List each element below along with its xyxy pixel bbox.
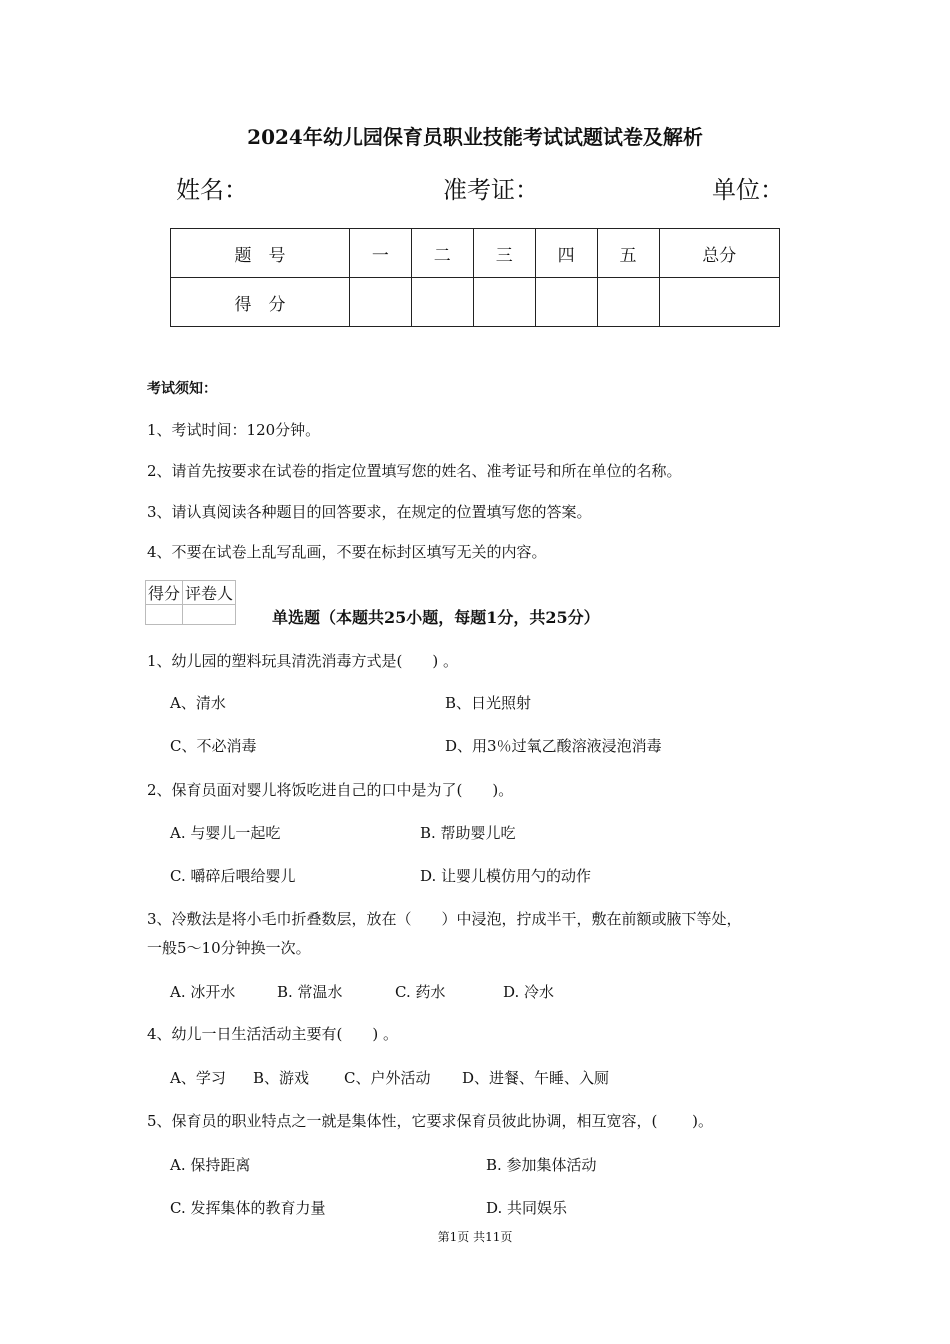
grader-score-cell[interactable] bbox=[146, 605, 183, 625]
option-d[interactable]: D. 共同娱乐 bbox=[486, 1199, 568, 1217]
question-stem: 4、幼儿一日生活活动主要有( ) 。 bbox=[147, 1025, 399, 1043]
option-c[interactable]: C、不必消毒 bbox=[170, 737, 257, 755]
option-d[interactable]: D、用3％过氧乙酸溶液浸泡消毒 bbox=[445, 737, 662, 755]
score-table-score-row bbox=[171, 278, 780, 327]
question-stem: 2、保育员面对婴儿将饭吃进自己的口中是为了( )。 bbox=[147, 781, 514, 799]
question-stem: 3、冷敷法是将小毛巾折叠数层，放在（ ）中浸泡，拧成半干，敷在前额或腋下等处， bbox=[147, 910, 742, 928]
column-header: 一 bbox=[349, 229, 411, 278]
option-a[interactable]: A. 保持距离 bbox=[170, 1156, 251, 1174]
option-c[interactable]: C. 嚼碎后喂给婴儿 bbox=[170, 867, 296, 885]
unit-field-label: 单位： bbox=[712, 176, 784, 204]
option-b[interactable]: B. 参加集体活动 bbox=[486, 1156, 597, 1174]
option-b[interactable]: B、日光照射 bbox=[445, 694, 532, 712]
question-number-label: 题 号 bbox=[171, 229, 350, 278]
score-table-header-row bbox=[171, 229, 780, 278]
column-header: 总分 bbox=[659, 229, 779, 278]
score-table bbox=[170, 228, 780, 327]
page-title: 2024年幼儿园保育员职业技能考试试题试卷及解析 bbox=[247, 125, 703, 149]
option-a[interactable]: A. 与婴儿一起吃 bbox=[170, 824, 281, 842]
option-d[interactable]: D、进餐、午睡、入厕 bbox=[462, 1069, 610, 1087]
option-a[interactable]: A、清水 bbox=[170, 694, 226, 712]
column-header: 二 bbox=[411, 229, 473, 278]
option-b[interactable]: B. 常温水 bbox=[277, 983, 343, 1001]
section-title: 单选题（本题共25小题，每题1分，共25分） bbox=[272, 608, 600, 627]
option-d[interactable]: D. 冷水 bbox=[503, 983, 555, 1001]
notice-item: 3、请认真阅读各种题目的回答要求，在规定的位置填写您的答案。 bbox=[147, 503, 592, 521]
notice-item: 4、不要在试卷上乱写乱画，不要在标封区填写无关的内容。 bbox=[147, 543, 547, 561]
option-b[interactable]: B. 帮助婴儿吃 bbox=[420, 824, 516, 842]
score-cell[interactable] bbox=[349, 278, 411, 327]
grader-reviewer-label: 评卷人 bbox=[183, 581, 236, 605]
column-header: 三 bbox=[473, 229, 535, 278]
exam-number-field-label: 准考证： bbox=[443, 176, 539, 204]
name-field-label: 姓名： bbox=[176, 176, 248, 204]
notice-item: 2、请首先按要求在试卷的指定位置填写您的姓名、准考证号和所在单位的名称。 bbox=[147, 462, 682, 480]
option-c[interactable]: C. 药水 bbox=[395, 983, 446, 1001]
score-cell[interactable] bbox=[411, 278, 473, 327]
score-cell[interactable] bbox=[659, 278, 779, 327]
question-stem-continued: 一般5～10分钟换一次。 bbox=[147, 939, 311, 957]
grader-box bbox=[145, 580, 236, 625]
question-stem: 5、保育员的职业特点之一就是集体性，它要求保育员彼此协调，相互宽容，( )。 bbox=[147, 1112, 714, 1130]
page-footer: 第1页 共11页 bbox=[437, 1230, 513, 1244]
score-cell[interactable] bbox=[597, 278, 659, 327]
option-c[interactable]: C、户外活动 bbox=[344, 1069, 431, 1087]
column-header: 四 bbox=[535, 229, 597, 278]
notice-item: 1、考试时间：120分钟。 bbox=[147, 421, 321, 439]
score-label: 得 分 bbox=[171, 278, 350, 327]
option-a[interactable]: A. 冰开水 bbox=[170, 983, 236, 1001]
option-b[interactable]: B、游戏 bbox=[253, 1069, 310, 1087]
score-cell[interactable] bbox=[473, 278, 535, 327]
option-d[interactable]: D. 让婴儿模仿用勺的动作 bbox=[420, 867, 592, 885]
grader-score-label: 得分 bbox=[146, 581, 183, 605]
notice-heading: 考试须知： bbox=[147, 381, 217, 397]
grader-reviewer-cell[interactable] bbox=[183, 605, 236, 625]
option-c[interactable]: C. 发挥集体的教育力量 bbox=[170, 1199, 326, 1217]
question-stem: 1、幼儿园的塑料玩具清洗消毒方式是( ) 。 bbox=[147, 652, 459, 670]
column-header: 五 bbox=[597, 229, 659, 278]
option-a[interactable]: A、学习 bbox=[170, 1069, 226, 1087]
score-cell[interactable] bbox=[535, 278, 597, 327]
